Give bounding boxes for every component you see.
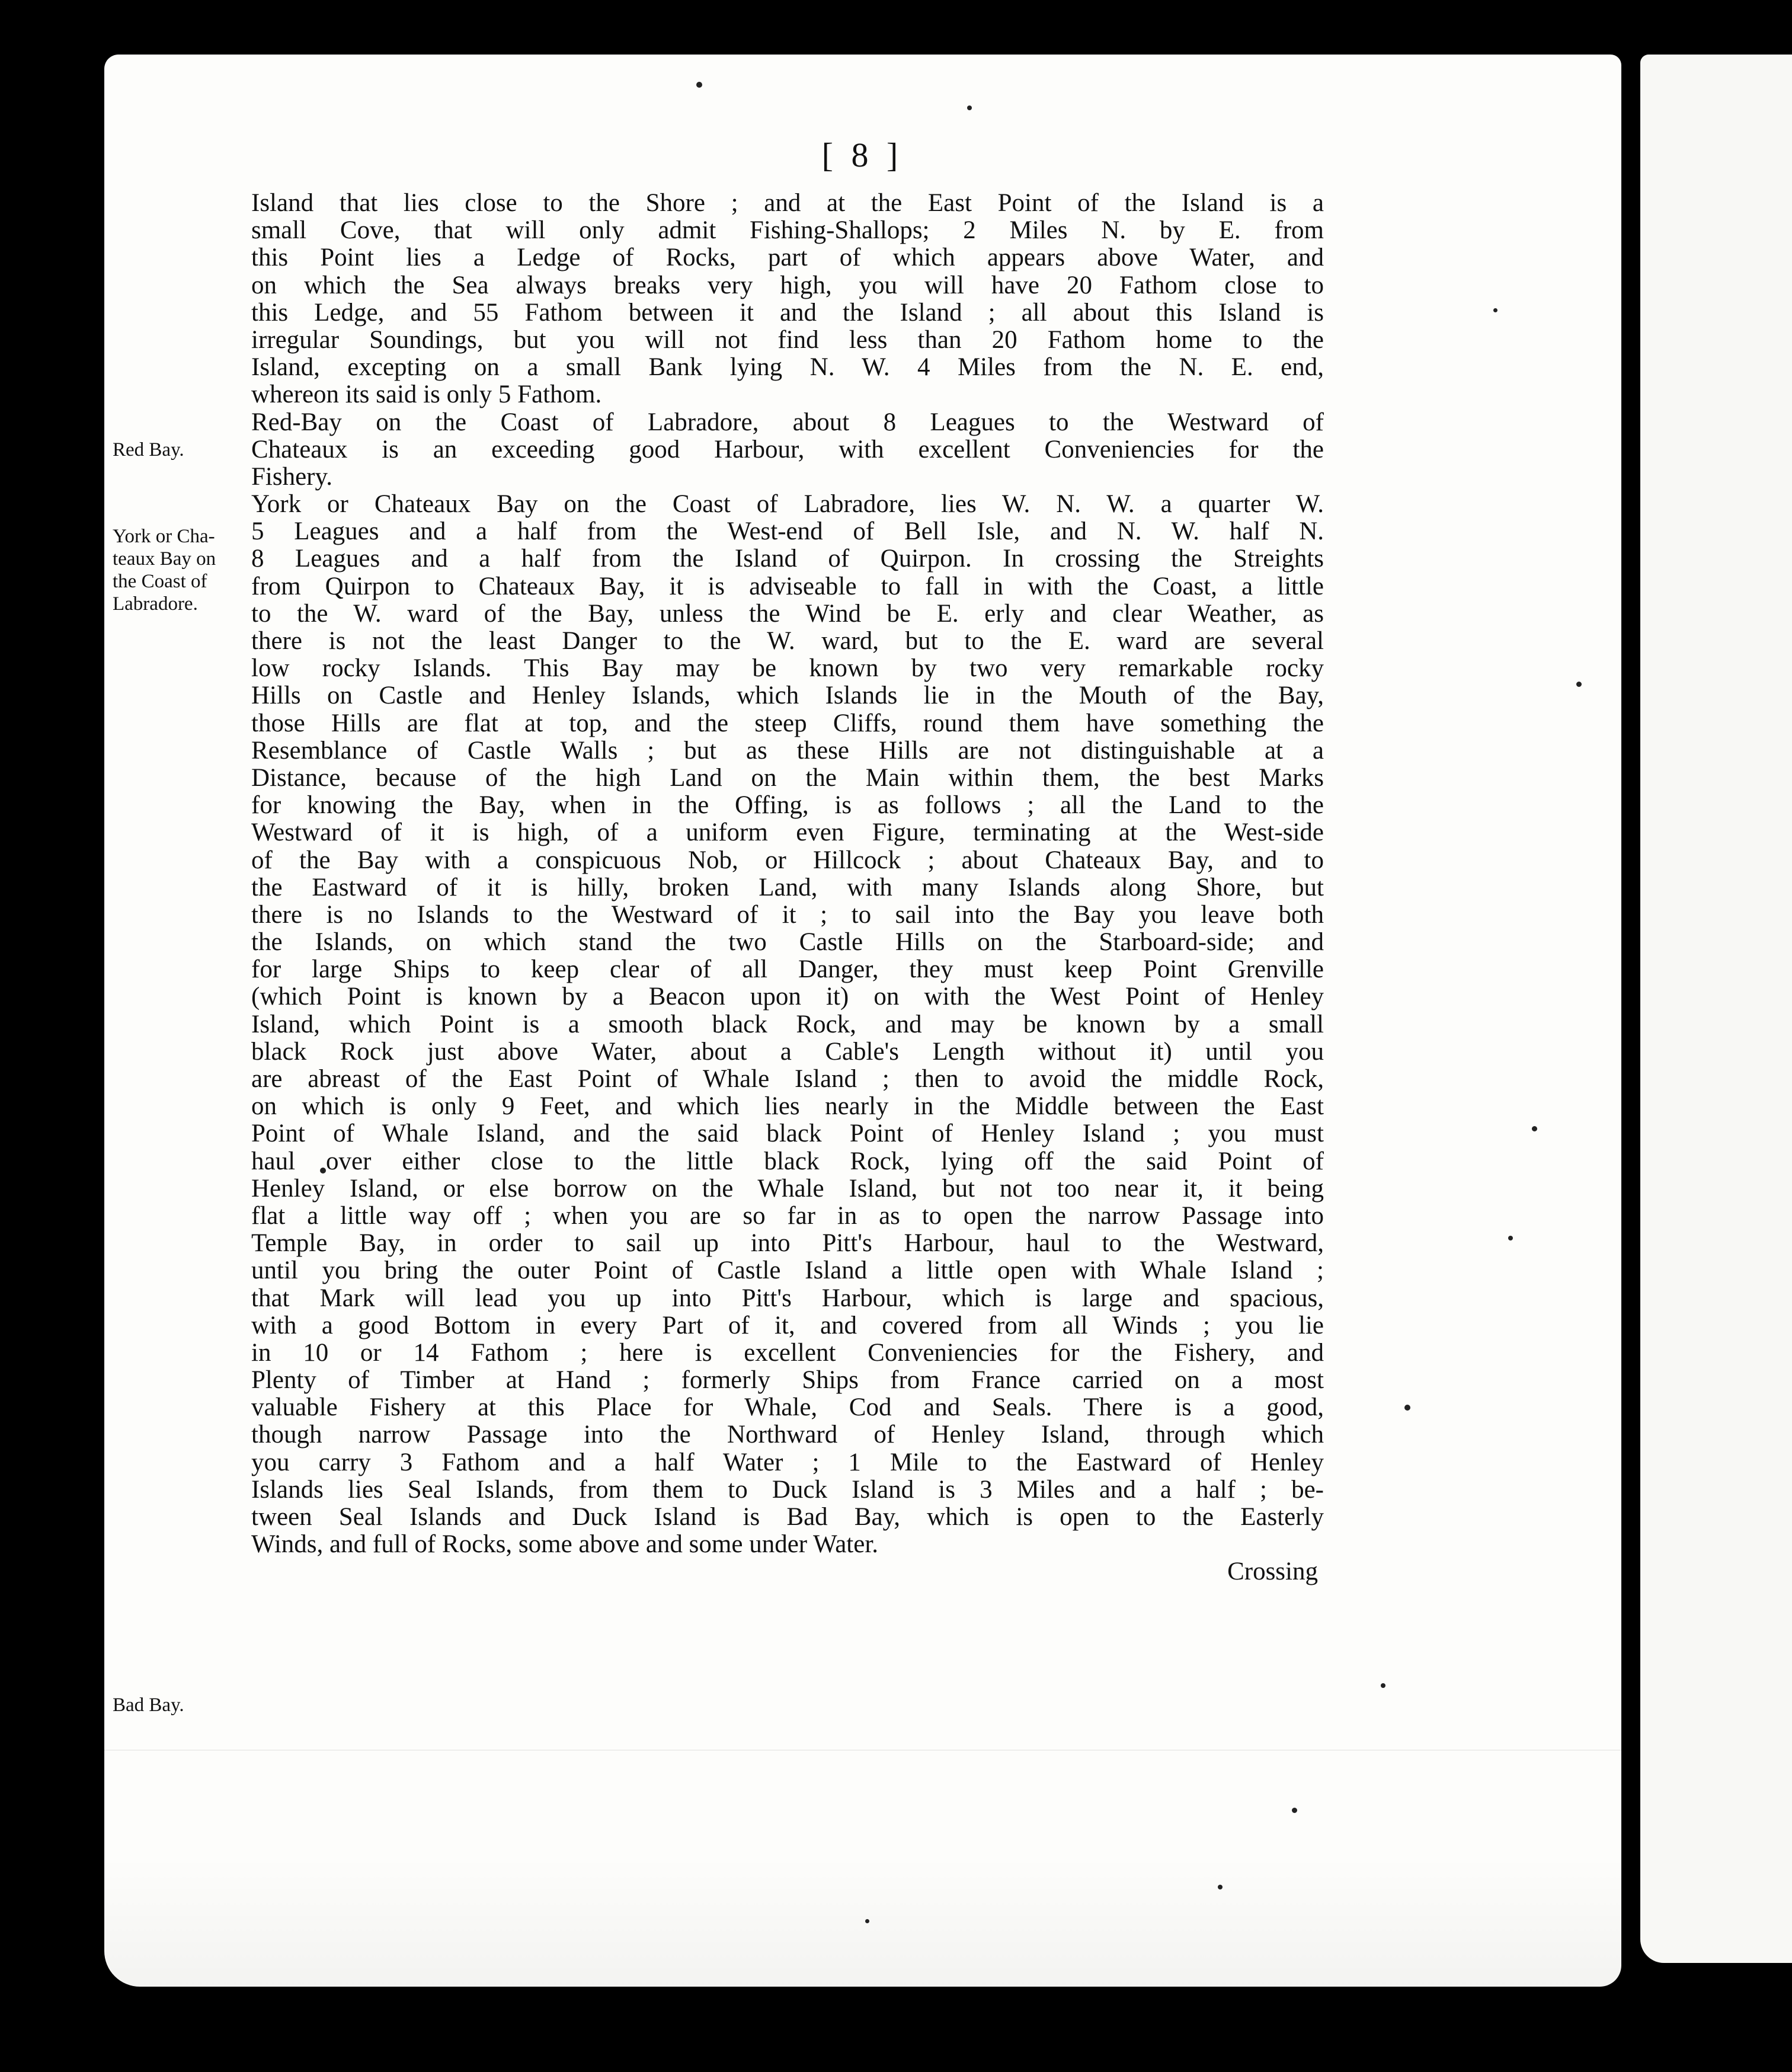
marginal-note-text: York or Cha- teaux Bay on the Coast of Labradore.	[113, 526, 216, 615]
text-line: with a good Bottom in every Part of it, and covered from all Winds ; you lie	[251, 1311, 1324, 1339]
marginal-note-text: Red Bay.	[113, 439, 184, 461]
text-line: Temple Bay, in order to sail up into Pitt's Harbour, haul to the Westward,	[251, 1229, 1324, 1258]
text-line: the Eastward of it is hilly, broken Land, with many Islands along Shore, but	[251, 873, 1324, 901]
text-line: whereon its said is only 5 Fathom.	[251, 380, 602, 409]
ink-speck	[1576, 682, 1582, 687]
text-line: for large Ships to keep clear of all Danger, they must keep Point Grenville	[251, 955, 1324, 984]
marginal-note-text: Bad Bay.	[113, 1694, 184, 1716]
text-line: Island, excepting on a small Bank lying N. W. 4 Miles from the N. E. end,	[251, 353, 1324, 382]
page-fold-line	[104, 1750, 1621, 1751]
text-line: irregular Soundings, but you will not find less than 20 Fathom home to the	[251, 325, 1324, 354]
ink-speck	[967, 105, 972, 110]
text-line: Fishery.	[251, 462, 332, 491]
text-line: Island, which Point is a smooth black Rock, and may be known by a small	[251, 1010, 1324, 1038]
page-number: [ 8 ]	[821, 136, 903, 174]
text-line: Winds, and full of Rocks, some above and some under Water.	[251, 1530, 879, 1559]
text-line: Henley Island, or else borrow on the Whale Island, but not too near it, it being	[251, 1174, 1324, 1203]
text-line: Chateaux is an exceeding good Harbour, with excellent Conveniencies for the	[251, 435, 1324, 463]
text-line: valuable Fishery at this Place for Whale, Cod and Seals. There is a good,	[251, 1393, 1324, 1422]
catchword: Crossing	[1227, 1558, 1318, 1586]
ink-speck	[1218, 1885, 1223, 1889]
ink-speck	[1493, 308, 1497, 312]
text-line: (which Point is known by a Beacon upon it) on with the West Point of Henley	[251, 983, 1324, 1011]
text-line: this Point lies a Ledge of Rocks, part of which appears above Water, and	[251, 244, 1324, 272]
text-line: on which the Sea always breaks very high, you will have 20 Fathom close to	[251, 271, 1324, 299]
text-line: to the W. ward of the Bay, unless the Wind be E. erly and clear Weather, as	[251, 599, 1324, 628]
text-line: though narrow Passage into the Northward of Henley Island, through which	[251, 1421, 1324, 1449]
text-line: there is not the least Danger to the W. ward, but to the E. ward are several	[251, 627, 1324, 655]
text-line: are abreast of the East Point of Whale Island ; then to avoid the middle Rock,	[251, 1065, 1324, 1093]
text-line: this Ledge, and 55 Fathom between it and the Island ; all about this Island is	[251, 298, 1324, 327]
text-line: 8 Leagues and a half from the Island of Quirpon. In crossing the Streights	[251, 545, 1324, 573]
ink-speck	[1532, 1126, 1537, 1131]
ink-speck	[1508, 1236, 1513, 1240]
text-line: flat a little way off ; when you are so far in as to open the narrow Passage into	[251, 1201, 1324, 1230]
text-line: for knowing the Bay, when in the Offing, is as follows ; all the Land to the	[251, 791, 1324, 820]
text-line: black Rock just above Water, about a Cable's Length without it) until you	[251, 1037, 1324, 1066]
text-line: Hills on Castle and Henley Islands, which Islands lie in the Mouth of the Bay,	[251, 682, 1324, 710]
body-text	[251, 190, 1324, 1586]
text-line: haul over either close to the little black Rock, lying off the said Point of	[251, 1147, 1324, 1175]
text-line: Red-Bay on the Coast of Labradore, about 8 Leagues to the Westward of	[251, 408, 1324, 436]
text-line: Islands lies Seal Islands, from them to Duck Island is 3 Miles and a half ; be-	[251, 1475, 1324, 1504]
ink-speck	[1292, 1808, 1297, 1813]
text-line: in 10 or 14 Fathom ; here is excellent Conveniencies for the Fishery, and	[251, 1338, 1324, 1367]
text-line: Point of Whale Island, and the said black Point of Henley Island ; you must	[251, 1120, 1324, 1148]
text-line: on which is only 9 Feet, and which lies nearly in the Middle between the East	[251, 1092, 1324, 1121]
text-line: that Mark will lead you up into Pitt's Harbour, which is large and spacious,	[251, 1284, 1324, 1312]
text-line: low rocky Islands. This Bay may be known by two very remarkable rocky	[251, 654, 1324, 683]
text-line: small Cove, that will only admit Fishing-Shallops; 2 Miles N. by E. from	[251, 216, 1324, 245]
text-line: from Quirpon to Chateaux Bay, it is adviseable to fall in with the Coast, a little	[251, 572, 1324, 600]
text-line: tween Seal Islands and Duck Island is Bad Bay, which is open to the Easterly	[251, 1503, 1324, 1531]
ink-speck	[865, 1919, 869, 1923]
ink-speck	[696, 82, 702, 88]
text-line: of the Bay with a conspicuous Nob, or Hillcock ; about Chateaux Bay, and to	[251, 846, 1324, 874]
text-line: those Hills are flat at top, and the steep Cliffs, round them have something the	[251, 709, 1324, 737]
text-line: Island that lies close to the Shore ; and at the East Point of the Island is a	[251, 189, 1324, 217]
text-line: Westward of it is high, of a uniform even Figure, terminating at the West-side	[251, 818, 1324, 847]
text-line: 5 Leagues and a half from the West-end of Bell Isle, and N. W. half N.	[251, 517, 1324, 546]
text-line: Distance, because of the high Land on the Main within them, the best Marks	[251, 763, 1324, 792]
ink-speck	[1404, 1405, 1410, 1411]
text-line: Plenty of Timber at Hand ; formerly Ships from France carried on a most	[251, 1366, 1324, 1395]
text-line: Resemblance of Castle Walls ; but as these Hills are not distinguishable at a	[251, 736, 1324, 765]
text-line: you carry 3 Fathom and a half Water ; 1 Mile to the Eastward of Henley	[251, 1448, 1324, 1476]
ink-speck	[1381, 1683, 1385, 1688]
text-line: there is no Islands to the Westward of it ; to sail into the Bay you leave both	[251, 900, 1324, 929]
text-line: the Islands, on which stand the two Castle Hills on the Starboard-side; and	[251, 928, 1324, 957]
text-line: York or Chateaux Bay on the Coast of Labradore, lies W. N. W. a quarter W.	[251, 490, 1324, 519]
text-line: until you bring the outer Point of Castle Island a little open with Whale Island ;	[251, 1256, 1324, 1285]
marginal-note-bad-bay	[113, 1694, 314, 1716]
adjacent-page-edge	[1640, 55, 1792, 1963]
